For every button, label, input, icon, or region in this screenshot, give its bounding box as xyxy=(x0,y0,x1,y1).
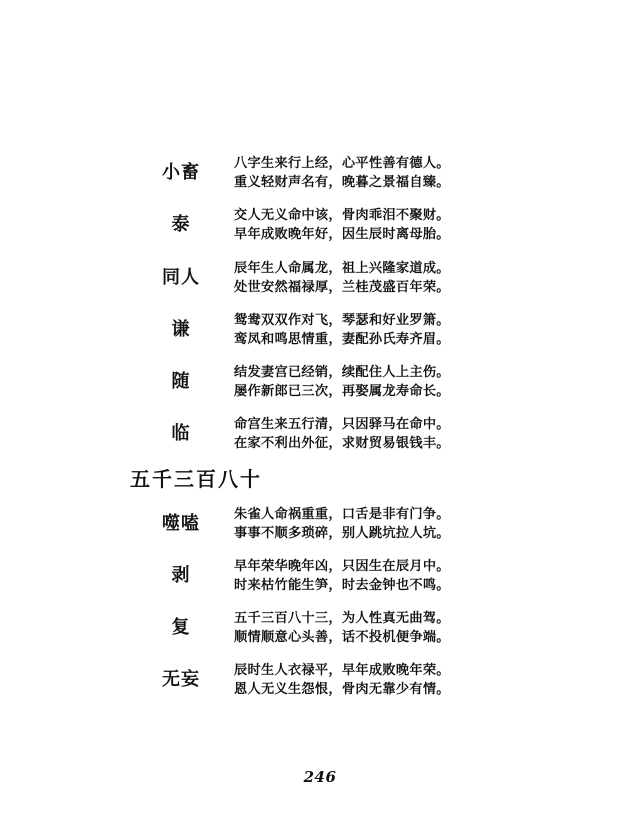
verse-entry-sui xyxy=(0,363,640,409)
verse-line: 早年荣华晚年凶，只因生在辰月中。 xyxy=(234,559,450,574)
verse-line: 恩人无义生怨恨，骨肉无靠少有情。 xyxy=(234,682,450,697)
verse-line: 时来枯竹能生笋，时去金钟也不鸣。 xyxy=(234,578,450,593)
verse-line: 屡作新郎已三次，再娶属龙寿命长。 xyxy=(234,384,450,399)
entry-title: 谦 xyxy=(171,319,191,340)
page-number: 246 xyxy=(303,768,337,786)
verse-line: 交人无义命中该，骨肉乖泪不聚财。 xyxy=(234,208,450,223)
verse-entry-wuwang xyxy=(0,661,640,707)
verse-lines xyxy=(234,505,474,543)
verse-line: 顺情顺意心头善，话不投机便争端。 xyxy=(234,630,450,645)
verse-line: 重义轻财声名有，晚暮之景福自臻。 xyxy=(234,175,450,190)
verse-entry-tongren xyxy=(0,259,640,305)
verse-line: 结发妻宫已经销，续配住人上主伤。 xyxy=(234,365,450,380)
section-heading: 五千三百八十 xyxy=(130,467,262,491)
verse-line: 鸾凤和鸣思情重，妻配孙氏寿齐眉。 xyxy=(234,332,450,347)
verse-entry-tai xyxy=(0,206,640,252)
verse-line: 辰年生人命属龙，祖上兴隆家道成。 xyxy=(234,261,450,276)
entry-title: 随 xyxy=(171,371,191,392)
verse-lines xyxy=(234,557,474,595)
entry-title: 剥 xyxy=(171,565,191,586)
verse-line: 鸳鸯双双作对飞，琴瑟和好业罗箫。 xyxy=(234,313,450,328)
verse-lines xyxy=(234,311,474,349)
verse-line: 八字生来行上经，心平性善有德人。 xyxy=(234,156,450,171)
entry-title: 复 xyxy=(171,617,191,638)
verse-entry-lin xyxy=(0,415,640,461)
verse-line: 命宫生来五行清，只因驿马在命中。 xyxy=(234,417,450,432)
entry-title: 临 xyxy=(171,423,191,444)
verse-lines xyxy=(234,259,474,297)
verse-line: 五千三百八十三，为人性真无曲驾。 xyxy=(234,611,450,626)
entry-title: 同人 xyxy=(162,267,200,288)
verse-lines xyxy=(234,415,474,453)
verse-lines xyxy=(234,661,474,699)
verse-line: 在家不利出外征，求财贸易银钱丰。 xyxy=(234,436,450,451)
verse-entry-bo xyxy=(0,557,640,603)
entry-title: 噬嗑 xyxy=(162,513,200,534)
verse-lines xyxy=(234,609,474,647)
entry-title: 无妄 xyxy=(162,669,200,690)
verse-entry-xiaoxu xyxy=(0,154,640,200)
verse-entry-fu xyxy=(0,609,640,655)
verse-entry-shike xyxy=(0,505,640,551)
verse-line: 处世安然福禄厚，兰桂茂盛百年荣。 xyxy=(234,280,450,295)
verse-lines xyxy=(234,206,474,244)
verse-entry-qian xyxy=(0,311,640,357)
verse-line: 早年成败晚年好，因生辰时离母胎。 xyxy=(234,227,450,242)
entry-title: 小畜 xyxy=(162,162,200,183)
entry-title: 泰 xyxy=(171,214,191,235)
verse-lines xyxy=(234,154,474,192)
verse-lines xyxy=(234,363,474,401)
verse-line: 辰时生人衣禄平，早年成败晚年荣。 xyxy=(234,663,450,678)
verse-line: 朱雀人命祸重重，口舌是非有门争。 xyxy=(234,507,450,522)
verse-line: 事事不顺多琐碎，别人跳坑拉人坑。 xyxy=(234,526,450,541)
